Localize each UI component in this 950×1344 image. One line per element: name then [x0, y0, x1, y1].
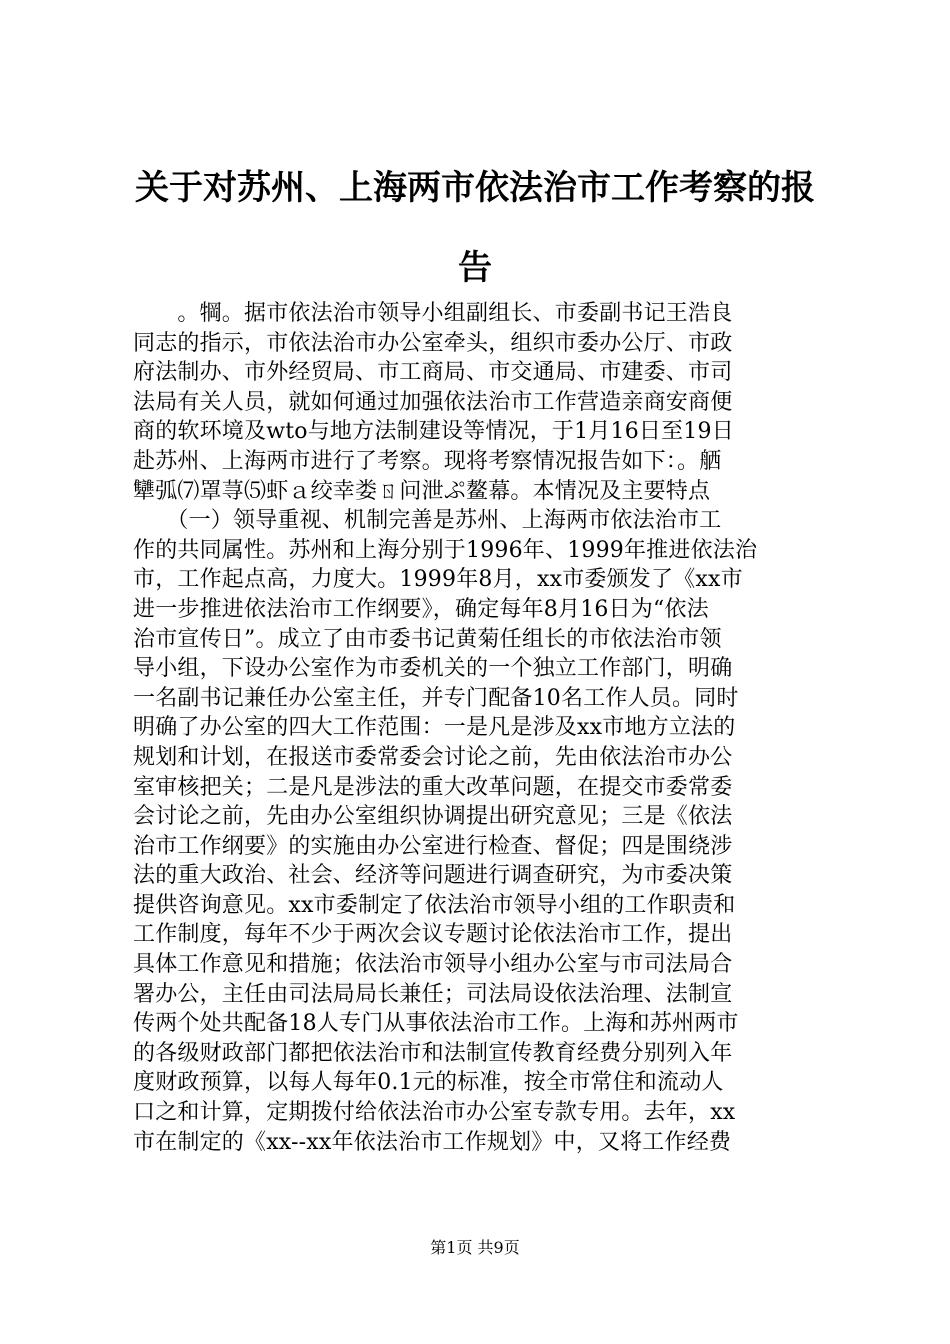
document-title: 关于对苏州、上海两市依法治市工作考察的报 — [135, 168, 815, 208]
page-footer: 第1页 共9页 — [430, 1238, 520, 1257]
text-line: （一）领导重视、机制完善是苏州、上海两市依法治市工 — [133, 508, 722, 534]
text-line: 署办公，主任由司法局局长兼任；司法局设依法治理、法制宣 — [133, 981, 733, 1007]
text-line: 治市宣传日”。成立了由市委书记黄菊任组长的市依法治市领 — [133, 626, 722, 652]
text-line: 的各级财政部门都把依法治市和法制宣传教育经费分别列入年 — [133, 1040, 733, 1066]
text-line: 传两个处共配备18人专门从事依法治市工作。上海和苏州两市 — [133, 1011, 739, 1037]
text-line: 一名副书记兼任办公室主任，并专门配备10名工作人员。同时 — [133, 685, 739, 711]
text-line: 规划和计划，在报送市委常委会讨论之前，先由依法治市办公 — [133, 744, 733, 770]
text-line: 工作制度，每年不少于两次会议专题讨论依法治市工作，提出 — [133, 922, 733, 948]
text-line: 室审核把关；二是凡是涉法的重大改革问题，在提交市委常委 — [133, 774, 733, 800]
text-line: 法的重大政治、社会、经济等问题进行调查研究，为市委决策 — [133, 863, 733, 889]
body-text — [133, 299, 833, 1157]
text-line: 口之和计算，定期拨付给依法治市办公室专款专用。去年，xx — [133, 1100, 736, 1126]
document-title-continued: 告 — [458, 248, 492, 288]
text-line: 进一步推进依法治市工作纲要》，确定每年8月16日为“依法 — [133, 596, 709, 622]
text-line: 。犅。据市依法治市领导小组副组长、市委副书记王浩良 — [133, 301, 733, 326]
text-line: 商的软环境及wto与地方法制建设等情况，于1月16日至19日 — [133, 419, 734, 445]
text-line: 犫弧⑺罩荨⑸虾ａ绞幸娄ㄖ问泄ぷ鳌幕。本情况及主要特点 — [133, 478, 711, 504]
text-line: 明确了办公室的四大工作范围：一是凡是涉及xx市地方立法的 — [133, 715, 736, 741]
text-line: 同志的指示，市依法治市办公室牵头，组织市委办公厅、市政 — [133, 330, 733, 356]
text-line: 市，工作起点高，力度大。1999年8月，xx市委颁发了《xx市 — [133, 567, 743, 593]
text-line: 度财政预算，以每人每年0.1元的标准，按全市常住和流动人 — [133, 1070, 724, 1096]
text-line: 会讨论之前，先由办公室组织协调提出研究意见；三是《依法 — [133, 804, 733, 830]
text-line: 法局有关人员，就如何通过加强依法治市工作营造亲商安商便 — [133, 389, 733, 415]
text-line: 具体工作意见和措施；依法治市领导小组办公室与市司法局合 — [133, 952, 733, 978]
text-line: 赴苏州、上海两市进行了考察。现将考察情况报告如下：。舾 — [133, 448, 722, 474]
text-line: 治市工作纲要》的实施由办公室进行检查、督促；四是围绕涉 — [133, 833, 733, 859]
text-line: 府法制办、市外经贸局、市工商局、市交通局、市建委、市司 — [133, 360, 733, 386]
text-line: 作的共同属性。苏州和上海分别于1996年、1999年推进依法治 — [133, 537, 758, 563]
text-line: 市在制定的《xx--xx年依法治市工作规划》中，又将工作经费 — [133, 1129, 732, 1155]
text-line: 导小组，下设办公室作为市委机关的一个独立工作部门，明确 — [133, 656, 733, 682]
text-line: 提供咨询意见。xx市委制定了依法治市领导小组的工作职责和 — [133, 892, 736, 918]
